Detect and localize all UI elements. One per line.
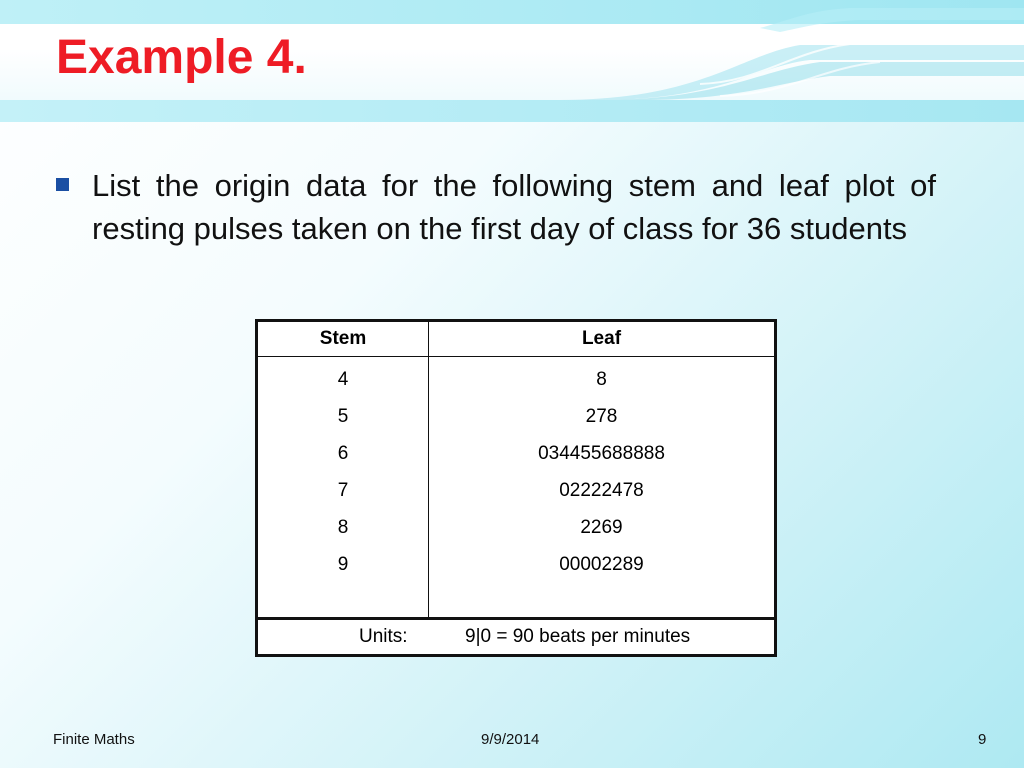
leaf-cell: 00002289 bbox=[559, 553, 644, 575]
leaf-cell: 8 bbox=[596, 368, 607, 390]
stem-cell: 6 bbox=[257, 435, 429, 472]
table-header-row bbox=[257, 321, 776, 357]
units-cell bbox=[257, 619, 776, 656]
stem-cell: 8 bbox=[257, 509, 429, 546]
table-row bbox=[257, 435, 776, 472]
stem-cell: 4 bbox=[257, 357, 429, 399]
title-banner bbox=[0, 0, 1024, 122]
stem-leaf-table bbox=[255, 319, 777, 657]
footer-page-number: 9 bbox=[978, 731, 987, 748]
units-label: Units: bbox=[359, 626, 408, 647]
table-row bbox=[257, 472, 776, 509]
empty-leaf-cell bbox=[429, 583, 776, 619]
footer-course-name: Finite Maths bbox=[53, 731, 135, 748]
square-bullet-icon bbox=[56, 178, 69, 191]
leaf-cell: 034455688888 bbox=[538, 442, 665, 464]
table-row bbox=[257, 546, 776, 583]
leaf-cell: 02222478 bbox=[559, 479, 644, 501]
stem-cell: 7 bbox=[257, 472, 429, 509]
units-value: 9|0 = 90 beats per minutes bbox=[465, 626, 691, 647]
stem-cell: 5 bbox=[257, 398, 429, 435]
leaf-cell: 278 bbox=[585, 405, 618, 427]
table-row bbox=[257, 398, 776, 435]
footer-date: 9/9/2014 bbox=[481, 731, 540, 748]
table-spacer-row bbox=[257, 583, 776, 619]
slide-title: Example 4. bbox=[56, 31, 307, 84]
stem-header: Stem bbox=[257, 321, 429, 357]
bullet-text: List the origin data for the following stem and leaf plot of resting pulses taken on the first day of class for 36 students bbox=[92, 168, 936, 246]
stem-cell: 9 bbox=[257, 546, 429, 583]
table-row bbox=[257, 357, 776, 399]
units-row bbox=[257, 619, 776, 656]
empty-stem-cell bbox=[257, 583, 429, 619]
leaf-cell: 2269 bbox=[580, 516, 623, 538]
table-row bbox=[257, 509, 776, 546]
leaf-header: Leaf bbox=[429, 321, 776, 357]
